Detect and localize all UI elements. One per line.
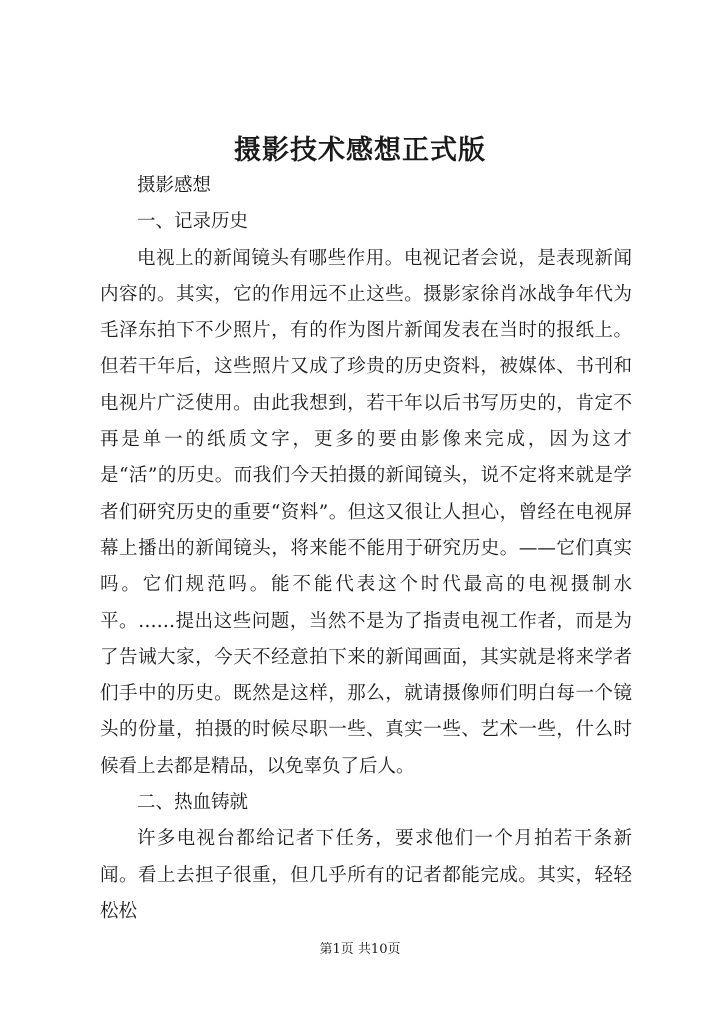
- document-body: [100, 168, 632, 930]
- subtitle: 摄影感想: [137, 175, 212, 196]
- section-heading-2: 二、热血铸就: [137, 792, 249, 814]
- page-number-label: 第1页 共10页: [319, 942, 401, 957]
- section-paragraph-1: 电视上的新闻镜头有哪些作用。电视记者会说，是表现新闻内容的。其实，它的作用远不止这些。摄影家徐肖冰战争年代为毛泽东拍下不少照片，有的作为图片新闻发表在当时的报纸上。但若干年后，这些照片又成了珍贵的历史资料，被媒体、书刊和电视片广泛使用。由此我想到，若干年以后书写历史的，肯定不再是单一的纸质文字，更多的要由影像来完成，因为这才是“活”的历史。而我们今天拍摄的新闻镜头，说不定将来就是学者们研究历史的重要“资料”。但这又很让人担心，曾经在电视屏幕上播出的新闻镜头，将来能不能用于研究历史。——它们真实吗。它们规范吗。能不能代表这个时代最高的电视摄制水平。……提出这些问题，当然不是为了指责电视工作者，而是为了告诫大家，今天不经意拍下来的新闻画面，其实就是将来学者们手中的历史。既然是这样，那么，就请摄像师们明白每一个镜头的份量，拍摄的时候尽职一些、真实一些、艺术一些，什么时候看上去都是精品，以免辜负了后人。: [100, 247, 632, 777]
- document-title: 摄影技术感想正式版: [234, 135, 486, 166]
- section-heading-1: 一、记录历史: [137, 211, 249, 233]
- section-paragraph-2: 许多电视台都给记者下任务，要求他们一个月拍若干条新闻。看上去担子很重，但几乎所有的记者都能完成。其实，轻轻松松: [100, 828, 632, 922]
- page-footer: [0, 938, 720, 957]
